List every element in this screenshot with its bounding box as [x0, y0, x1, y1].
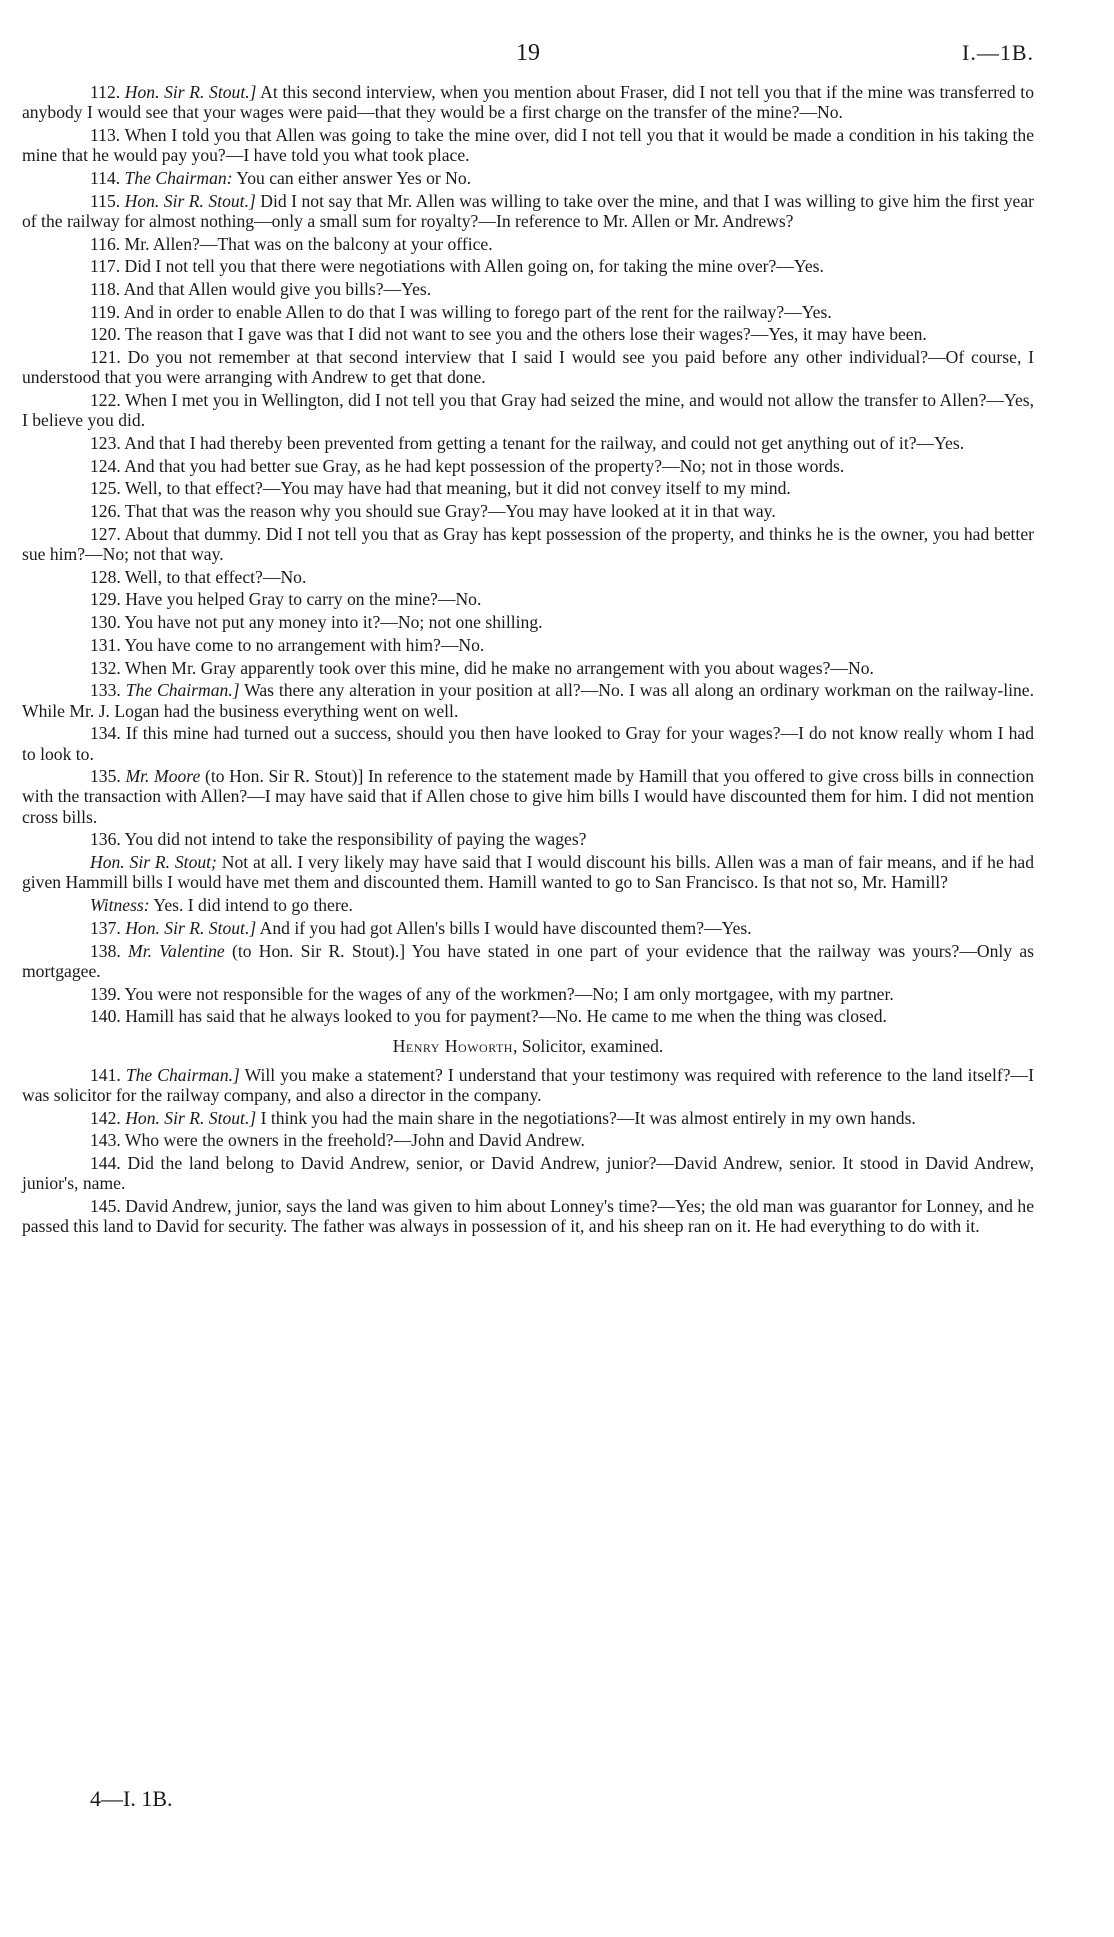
question-paragraph — [22, 256, 1034, 276]
speaker-label: Hon. Sir R. Stout.] — [124, 82, 257, 102]
document-body — [22, 82, 1034, 1239]
question-number: 131. — [90, 634, 121, 655]
question-paragraph — [22, 234, 1034, 254]
question-paragraph — [22, 478, 1034, 498]
question-number: 115. — [90, 190, 121, 211]
question-paragraph — [22, 612, 1034, 632]
question-number: 113. — [90, 124, 121, 145]
question-paragraph — [22, 1065, 1034, 1106]
question-number: 141. — [90, 1064, 121, 1085]
witness-heading — [22, 1036, 1034, 1056]
question-paragraph — [22, 589, 1034, 609]
paragraph-text: You did not intend to take the responsibility of paying the wages? — [124, 829, 587, 850]
paragraph-text: If this mine had turned out a success, should you then have looked to Gray for your wages?—I do not know really whom I had to look to. — [22, 723, 1034, 764]
paragraph-text: Did I not say that Mr. Allen was willing to take over the mine, and that I was willing to give him the first year of the railway for almost nothing—only a small sum for royalty?—In reference to Mr. Allen or Mr. Andrews? — [22, 190, 1035, 231]
question-number: 119. — [90, 301, 121, 322]
speaker-label: Mr. Moore — [125, 766, 201, 787]
question-paragraph — [22, 433, 1034, 453]
paragraph-text: Hamill has said that he always looked to you for payment?—No. He came to me when the thing was closed. — [125, 1006, 887, 1027]
question-number: 130. — [90, 612, 121, 633]
question-number: 140. — [90, 1006, 121, 1027]
question-paragraph — [22, 941, 1034, 982]
question-paragraph — [22, 852, 1034, 893]
question-number: 114. — [90, 167, 121, 188]
question-paragraph — [22, 324, 1034, 344]
question-paragraph — [22, 302, 1034, 322]
question-number: 123. — [90, 433, 121, 454]
paragraph-text: And that Allen would give you bills?—Yes. — [123, 279, 432, 300]
paragraph-text: And that I had thereby been prevented from getting a tenant for the railway, and could not get anything out of it?—Yes. — [124, 433, 965, 454]
question-paragraph — [22, 1006, 1034, 1026]
speaker-label: Hon. Sir R. Stout; — [90, 852, 217, 873]
paragraph-text: About that dummy. Did I not tell you that as Gray has kept possession of the property, and thinks he is the owner, you had better sue him?—No; not that way. — [22, 523, 1034, 565]
question-number: 127. — [90, 523, 121, 544]
paragraph-text: Who were the owners in the freehold?—John and David Andrew. — [124, 1130, 585, 1151]
page-header — [22, 40, 1034, 70]
paragraph-text: Mr. Allen?—That was on the balcony at your office. — [124, 233, 493, 254]
question-paragraph — [22, 168, 1034, 188]
testimony-block-howorth — [22, 1065, 1034, 1237]
paragraph-text: Was there any alteration in your position at all?—No. I was all along an ordinary workman on the railway-line. While Mr. J. Logan had the business everything went on well. — [22, 680, 1034, 721]
paragraph-text: Did I not tell you that there were negotiations with Allen going on, for taking the mine over?—Yes. — [124, 256, 824, 277]
question-paragraph — [22, 1108, 1034, 1128]
paragraph-text: And in order to enable Allen to do that I was willing to forego part of the rent for the railway?—Yes. — [123, 301, 832, 322]
question-number: 132. — [90, 657, 121, 678]
question-paragraph — [22, 567, 1034, 587]
page-number: 19 — [516, 40, 540, 66]
speaker-label: The Chairman.] — [125, 680, 240, 701]
question-paragraph — [22, 501, 1034, 521]
paragraph-text: You can either answer Yes or No. — [232, 167, 472, 188]
paragraph-text: Yes. I did intend to go there. — [149, 895, 353, 916]
paragraph-text: Well, to that effect?—No. — [124, 566, 307, 587]
speaker-label: The Chairman: — [124, 167, 233, 188]
question-number: 124. — [90, 455, 121, 476]
paragraph-text: Have you helped Gray to carry on the mine?—No. — [125, 589, 482, 610]
paragraph-text: And that you had better sue Gray, as he had kept possession of the property?—No; not in those words. — [124, 455, 845, 476]
speaker-label: Witness: — [90, 895, 150, 916]
page-signature: 4—I. 1B. — [90, 1786, 173, 1811]
question-number: 120. — [90, 324, 121, 345]
paragraph-text: Did the land belong to David Andrew, senior, or David Andrew, junior?—David Andrew, senior. It stood in David Andrew, junior's, name. — [22, 1153, 1034, 1194]
question-number: 117. — [90, 256, 121, 277]
question-paragraph — [22, 1153, 1034, 1194]
question-paragraph — [22, 658, 1034, 678]
question-number: 128. — [90, 566, 121, 587]
question-paragraph — [22, 125, 1034, 166]
document-reference: I.—1B. — [962, 40, 1034, 65]
question-number: 145. — [90, 1196, 121, 1217]
speaker-label: Hon. Sir R. Stout.] — [125, 917, 257, 938]
paragraph-text: When I met you in Wellington, did I not tell you that Gray had seized the mine, and would not allow the transfer to Allen?—Yes, I believe you did. — [22, 390, 1034, 431]
paragraph-text: At this second interview, when you mention about Fraser, did I not tell you that if the mine was transferred to anybody I would see that your wages were paid—that they would be a first charge on the transfer of the mine?—No. — [22, 82, 1034, 123]
question-number: 133. — [90, 680, 121, 701]
paragraph-text: Not at all. I very likely may have said that I would discount his bills. Allen was a man of fair means, and if he had given Hammill bills I would have met them and discounted them. Hamill wanted to go to San Francisco. Is that not so, Mr. Hamill? — [22, 852, 1034, 893]
question-paragraph — [22, 1130, 1034, 1150]
question-paragraph — [22, 82, 1034, 123]
paragraph-text: You have not put any money into it?—No; not one shilling. — [124, 612, 543, 633]
paragraph-text: (to Hon. Sir R. Stout)] In reference to the statement made by Hamill that you offered to give cross bills in connection with the transaction with Allen?—I may have said that if Allen chose to give him bills I would have discounted them for him. I did not mention cross bills. — [22, 766, 1035, 827]
question-number: 118. — [90, 279, 121, 300]
question-number: 129. — [90, 589, 121, 610]
paragraph-text: Do you not remember at that second interview that I said I would see you paid before any other individual?—Of course, I understood that you were arranging with Andrew to get that done. — [22, 347, 1035, 388]
question-paragraph — [22, 723, 1034, 764]
question-number: 139. — [90, 983, 121, 1004]
question-paragraph — [22, 347, 1034, 388]
question-number: 122. — [90, 390, 121, 411]
paragraph-text: That that was the reason why you should sue Gray?—You may have looked at it in that way. — [124, 501, 776, 522]
witness-role: , Solicitor, examined. — [512, 1036, 664, 1057]
paragraph-text: Will you make a statement? I understand that your testimony was required with reference to the land itself?—I was solicitor for the railway company, and also a director in the company. — [22, 1064, 1034, 1106]
paragraph-text: The reason that I gave was that I did not want to see you and the others lose their wages?—Yes, it may have been. — [124, 324, 927, 345]
paragraph-text: When I told you that Allen was going to take the mine over, did I not tell you that it would be made a condition in his taking the mine that he would pay you?—I have told you what took place. — [22, 124, 1034, 166]
paragraph-text: And if you had got Allen's bills I would have discounted them?—Yes. — [256, 917, 752, 938]
question-number: 137. — [90, 917, 121, 938]
question-number: 134. — [90, 723, 121, 744]
question-paragraph — [22, 829, 1034, 849]
paragraph-text: When Mr. Gray apparently took over this mine, did he make no arrangement with you about wages?—No. — [124, 657, 874, 678]
paragraph-text: You were not responsible for the wages of any of the workmen?—No; I am only mortgagee, with my partner. — [124, 983, 894, 1004]
question-paragraph — [22, 635, 1034, 655]
question-paragraph — [22, 191, 1034, 232]
speaker-label: Hon. Sir R. Stout.] — [125, 1107, 257, 1128]
question-number: 143. — [90, 1130, 121, 1151]
paragraph-text: You have come to no arrangement with him?—No. — [124, 634, 485, 655]
question-paragraph — [22, 1196, 1034, 1237]
question-paragraph — [22, 984, 1034, 1004]
question-number: 121. — [90, 347, 121, 368]
witness-name: Henry Howorth — [392, 1036, 513, 1057]
question-number: 144. — [90, 1153, 121, 1174]
speaker-label: Hon. Sir R. Stout.] — [124, 190, 256, 211]
question-paragraph — [22, 680, 1034, 721]
question-number: 138. — [90, 940, 121, 961]
paragraph-text: I think you had the main share in the negotiations?—It was almost entirely in my own hands. — [256, 1107, 916, 1128]
speaker-label: The Chairman.] — [125, 1064, 240, 1085]
question-paragraph — [22, 279, 1034, 299]
question-paragraph — [22, 766, 1034, 827]
question-number: 135. — [90, 766, 121, 787]
paragraph-text: David Andrew, junior, says the land was given to him about Lonney's time?—Yes; the old man was guarantor for Lonney, and he passed this land to David for security. The father was always in possession of it, and his sheep ran on it. He had everything to do with it. — [22, 1196, 1034, 1237]
question-paragraph — [22, 390, 1034, 431]
speaker-label: Mr. Valentine — [128, 940, 225, 961]
question-paragraph — [22, 895, 1034, 915]
question-paragraph — [22, 456, 1034, 476]
question-paragraph — [22, 918, 1034, 938]
question-paragraph — [22, 524, 1034, 565]
testimony-block-stout — [22, 82, 1034, 1026]
question-number: 142. — [90, 1107, 121, 1128]
question-number: 116. — [90, 233, 121, 254]
question-number: 112. — [90, 82, 121, 102]
question-number: 125. — [90, 478, 121, 499]
paragraph-text: (to Hon. Sir R. Stout).] You have stated in one part of your evidence that the railway was yours?—Only as mortgagee. — [22, 940, 1034, 981]
question-number: 136. — [90, 829, 121, 850]
question-number: 126. — [90, 501, 121, 522]
paragraph-text: Well, to that effect?—You may have had that meaning, but it did not convey itself to my mind. — [124, 478, 791, 499]
